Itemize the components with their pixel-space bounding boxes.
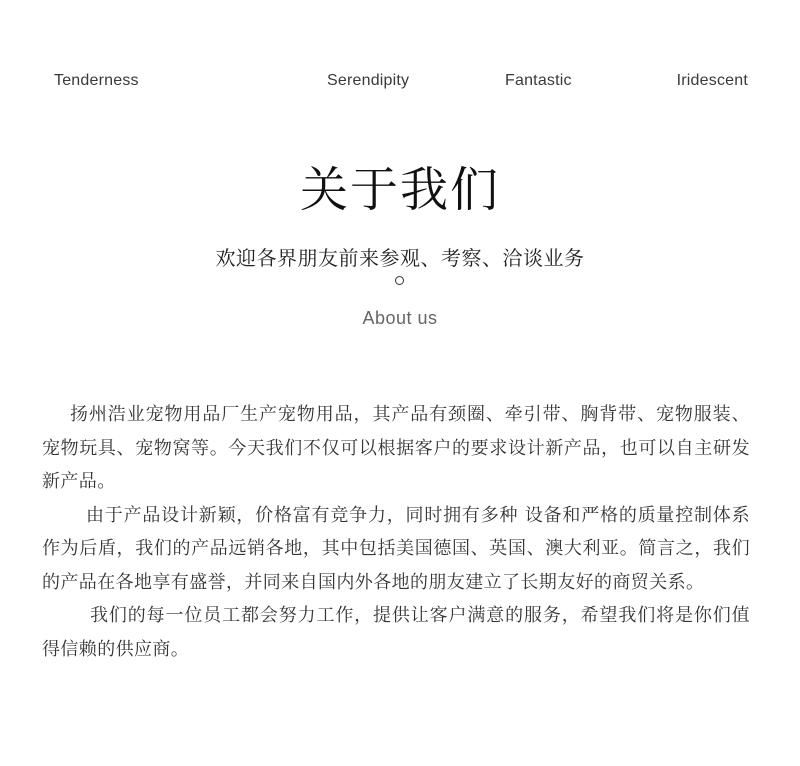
top-word-serendipity: Serendipity [327,72,410,89]
english-title: About us [362,308,438,328]
top-word-fantastic: Fantastic [505,72,572,89]
top-word-iridescent: Iridescent [676,72,748,89]
top-word-tenderness: Tenderness [54,72,139,89]
page-title: 关于我们 [299,162,500,218]
about-paragraph-3: 我们的每一位员工都会努力工作，提供让客户满意的服务，希望我们将是你们值得信赖的供应商。 [42,605,750,660]
circle-divider-icon [395,276,404,285]
about-body [42,398,750,666]
about-paragraph-2: 由于产品设计新颖，价格富有竞争力，同时拥有多种 设备和严格的质量控制体系作为后盾，我们的产品远销各地，其中包括美国德国、英国、澳大利亚。简言之，我们的产品在各地享有盛誉，并同来自国内外各地的朋友建立了长期友好的商贸关系。 [42,504,750,593]
top-word-row [0,72,800,96]
welcome-subtitle: 欢迎各界朋友前来参观、考察、洽谈业务 [215,246,585,270]
about-paragraph-1: 扬州浩业宠物用品厂生产宠物用品，其产品有颈圈、牵引带、胸背带、宠物服装、宠物玩具、宠物窝等。今天我们不仅可以根据客户的要求设计新产品，也可以自主研发新产品。 [42,404,750,492]
